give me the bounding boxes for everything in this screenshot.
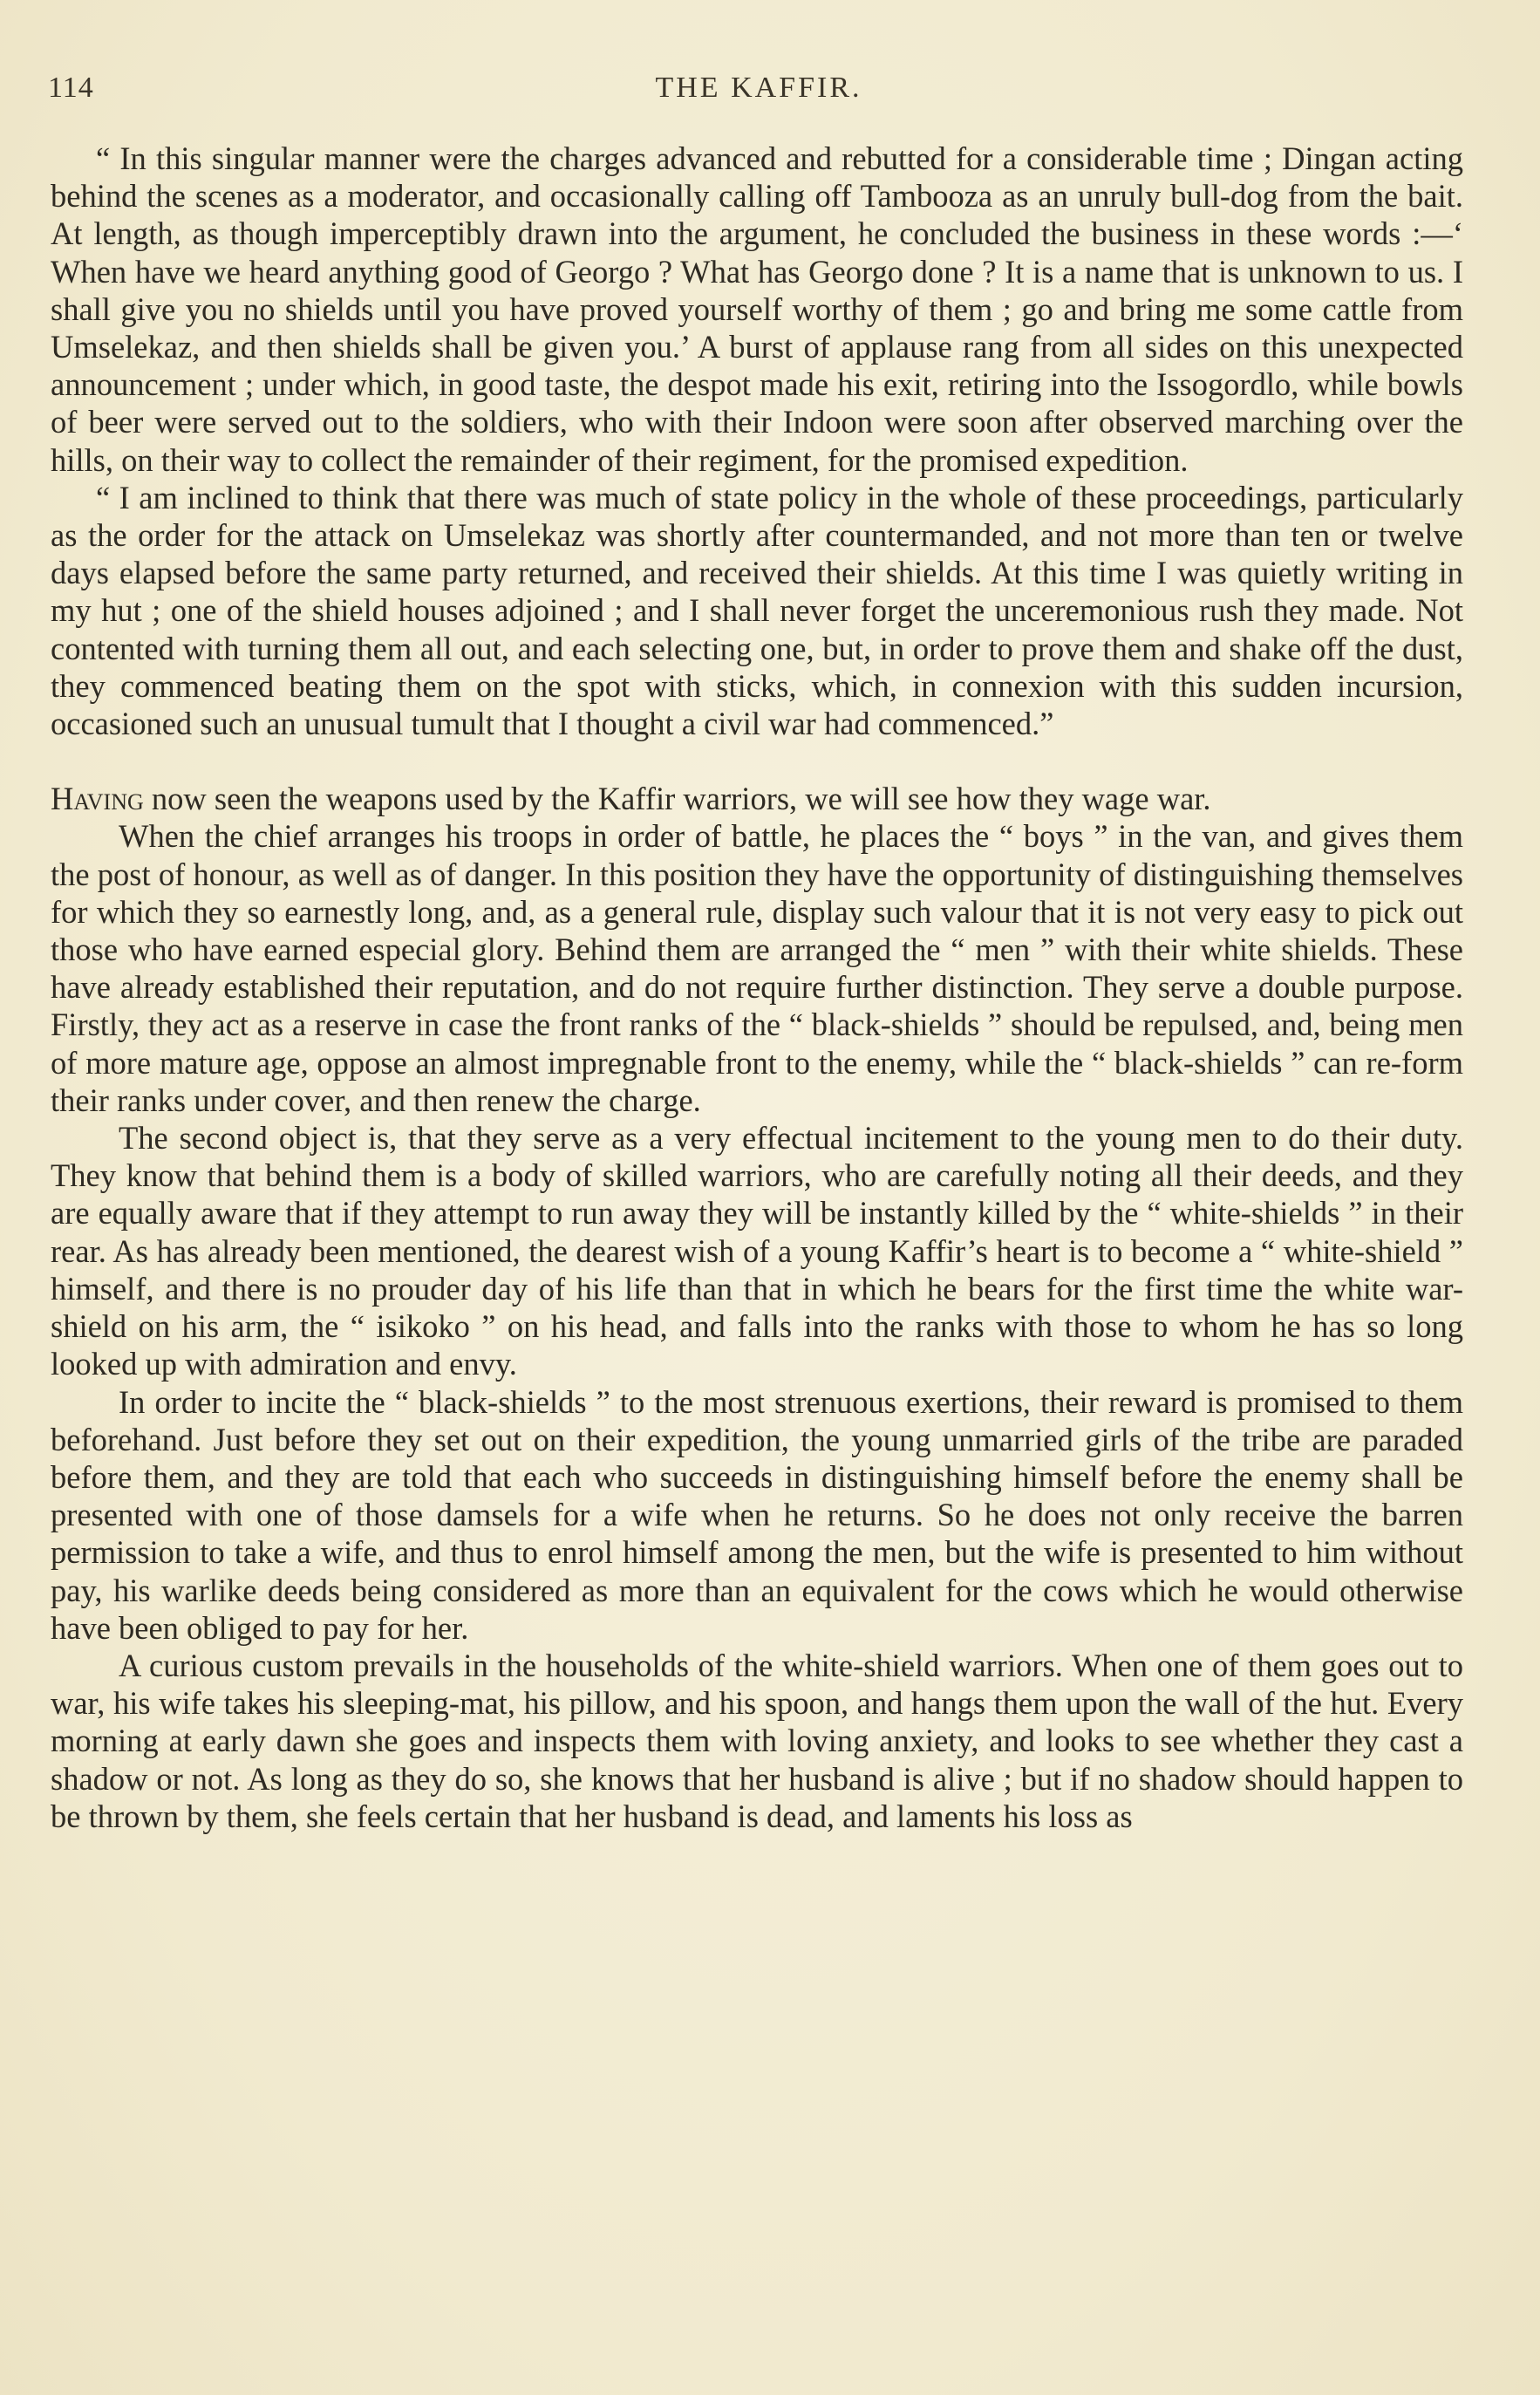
page-body — [51, 140, 1463, 1835]
page-header — [48, 72, 1469, 115]
section-opening-text: now seen the weapons used by the Kaffir warriors, we will see how they wage war. — [143, 781, 1211, 817]
paragraph-section-opening — [51, 780, 1463, 817]
section-gap — [51, 742, 1463, 780]
running-title: THE KAFFIR. — [655, 72, 862, 104]
paragraph-quote-2: “ I am inclined to think that there was much of state policy in the whole of these proceedings, particularly as the order for the attack on Umselekaz was shortly after countermanded, and not more than ten or twelve days elapsed before the same party returned, and received their shields. At this time I was quietly writing in my hut ; one of the shield houses adjoined ; and I shall never forget the unceremonious rush they made. Not contented with turning them all out, and each selecting one, but, in order to prove them and shake off the dust, they commenced beating them on the spot with sticks, which, in connexion with this sudden incursion, occasioned such an unusual tumult that I thought a civil war had commenced.” — [51, 479, 1463, 742]
paragraph-custom: A curious custom prevails in the households of the white-shield warriors. When one of them goes out to war, his wife takes his sleeping-mat, his pillow, and his spoon, and hangs them upon the wall of the hut. Every morning at early dawn she goes and inspects them with loving anxiety, and looks to see whether they cast a shadow or not. As long as they do so, she knows that her husband is alive ; but if no shadow should happen to be thrown by them, she feels certain that her husband is dead, and laments his loss as — [51, 1647, 1463, 1834]
page-number: 114 — [48, 72, 94, 104]
paragraph-second-object: The second object is, that they serve as a very effectual incitement to the young men to do their duty. They know that behind them is a body of skilled warriors, who are carefully noting all their deeds, and they are equally aware that if they attempt to run away they will be instantly killed by the “ white-shields ” in their rear. As has already been mentioned, the dearest wish of a young Kaffir’s heart is to become a “ white-shield ” himself, and there is no prouder day of his life than that in which he bears for the first time the white war-shield on his arm, the “ isikoko ” on his head, and falls into the ranks with those to whom he has so long looked up with admiration and envy. — [51, 1120, 1463, 1382]
section-lead-word: Having — [51, 781, 144, 817]
paragraph-battle-order: When the chief arranges his troops in order of battle, he places the “ boys ” in the van, and gives them the post of honour, as well as of danger. In this position they have the opportunity of distinguishing themselves for which they so earnestly long, and, as a general rule, display such valour that it is not very easy to pick out those who have earned especial glory. Behind them are arranged the “ men ” with their white shields. These have already established their reputation, and do not require further distinction. They serve a double purpose. Firstly, they act as a reserve in case the front ranks of the “ black-shields ” should be repulsed, and, being men of more mature age, oppose an almost impregnable front to the enemy, while the “ black-shields ” can re-form their ranks under cover, and then renew the charge. — [51, 818, 1463, 1118]
paragraph-quote-1: “ In this singular manner were the charges advanced and rebutted for a considerable time ; Dingan acting behind the scenes as a moderator, and occasionally calling off Tambooza as an unruly bull-dog from the bait. At length, as though imperceptibly drawn into the argument, he concluded the business in these words :—‘ When have we heard anything good of Georgo ? What has Georgo done ? It is a name that is unknown to us. I shall give you no shields until you have proved yourself worthy of them ; go and bring me some cattle from Umselekaz, and then shields shall be given you.’ A burst of applause rang from all sides on this unexpected announcement ; under which, in good taste, the despot made his exit, retiring into the Issogordlo, while bowls of beer were served out to the soldiers, who with their Indoon were soon after observed marching over the hills, on their way to collect the remainder of their regiment, for the promised expedition. — [51, 140, 1463, 478]
paragraph-reward: In order to incite the “ black-shields ” to the most strenuous exertions, their reward is promised to them beforehand. Just before they set out on their expedition, the young unmarried girls of the tribe are paraded before them, and they are told that each who succeeds in distinguishing himself before the enemy shall be presented with one of those damsels for a wife when he returns. So he does not only receive the barren permission to take a wife, and thus to enrol himself among the men, but the wife is presented to him without pay, his warlike deeds being considered as more than an equivalent for the cows which he would otherwise have been obliged to pay for her. — [51, 1383, 1463, 1646]
